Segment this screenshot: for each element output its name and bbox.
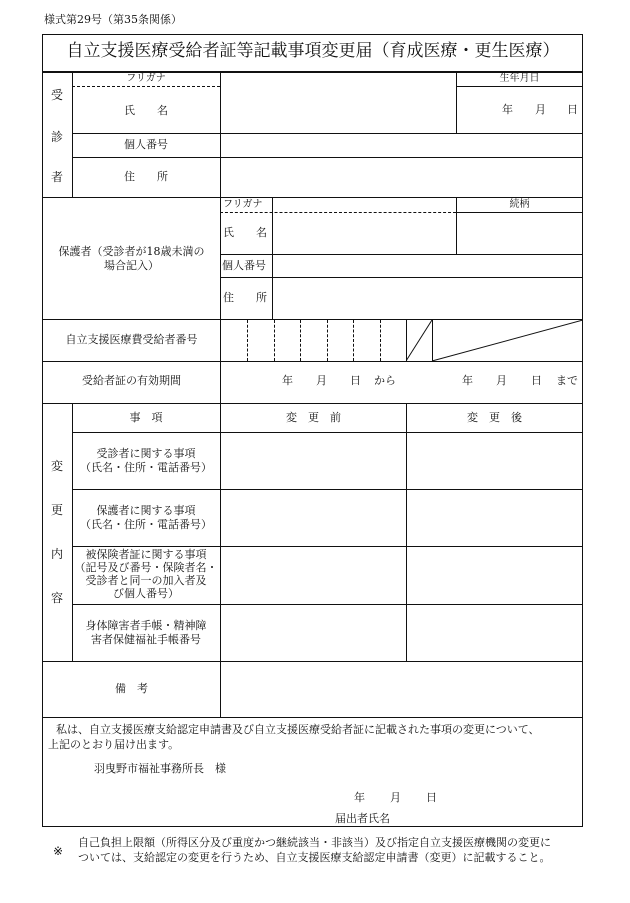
- remarks-field[interactable]: [221, 663, 582, 716]
- changes-side-char-1: 変: [51, 459, 64, 473]
- birth-year-unit: 年: [502, 103, 513, 116]
- patient-furigana-label: フリガナ: [126, 73, 166, 84]
- note-line2: ついては、支給認定の変更を行うため、自立支援医療支給認定申請書（変更）に記載すること。: [78, 851, 551, 864]
- validity-to-month-unit: 月: [496, 374, 507, 387]
- remarks-label: 備 考: [115, 682, 148, 695]
- declaration-month-unit: 月: [390, 791, 401, 804]
- declaration-year-unit: 年: [354, 791, 365, 804]
- changes-side-char-4: 容: [51, 591, 64, 605]
- validity-from-month-unit: 月: [316, 374, 327, 387]
- changes-header-after: 変 更 後: [467, 411, 522, 424]
- change-item-insurance-line2: （記号及び番号・保険者名・: [74, 561, 218, 574]
- guardian-address-field[interactable]: [273, 278, 582, 318]
- patient-name-field[interactable]: [221, 87, 455, 132]
- patient-address-label: 住 所: [124, 170, 168, 183]
- change-disability-before-field[interactable]: [221, 605, 405, 660]
- submitter-name-field[interactable]: [392, 806, 578, 824]
- patient-address-field[interactable]: [221, 158, 582, 196]
- birth-month-unit: 月: [535, 103, 546, 116]
- change-insurance-after-field[interactable]: [407, 547, 582, 603]
- declaration-line2: 上記のとおり届け出ます。: [48, 738, 180, 751]
- patient-individual-number-field[interactable]: [221, 134, 582, 156]
- guardian-relationship-field[interactable]: [457, 213, 582, 253]
- declaration-day-unit: 日: [426, 791, 437, 804]
- validity-to-year-unit: 年: [462, 374, 473, 387]
- guardian-individual-number-label: 個人番号: [222, 259, 266, 272]
- changes-header-before: 変 更 前: [286, 411, 341, 424]
- change-patient-before-field[interactable]: [221, 433, 405, 488]
- change-disability-after-field[interactable]: [407, 605, 582, 660]
- guardian-label-line2: 場合記入）: [104, 259, 159, 272]
- change-guardian-after-field[interactable]: [407, 490, 582, 545]
- changes-side-char-2: 更: [51, 503, 64, 517]
- change-item-patient-line1: 受診者に関する事項: [96, 447, 196, 460]
- validity-from-year-unit: 年: [282, 374, 293, 387]
- patient-side-char-2: 診: [51, 130, 64, 144]
- change-item-insurance-line4: び個人番号）: [113, 587, 179, 600]
- recipient-number-diagonal: [406, 320, 583, 361]
- change-guardian-before-field[interactable]: [221, 490, 405, 545]
- guardian-individual-number-field[interactable]: [273, 255, 582, 276]
- submitter-name-label: 届出者氏名: [335, 812, 390, 825]
- declaration-line1: 私は、自立支援医療支給認定申請書及び自立支援医療受給者証に記載された事項の変更について、: [56, 723, 540, 736]
- changes-header-item: 事 項: [129, 411, 163, 424]
- recipient-number-label: 自立支援医療費受給者番号: [65, 333, 198, 346]
- guardian-name-field[interactable]: [273, 213, 455, 253]
- change-item-disability-line1: 身体障害者手帳・精神障: [85, 619, 207, 632]
- validity-from-day-unit: 日: [350, 374, 361, 387]
- validity-label: 受給者証の有効期間: [82, 374, 181, 387]
- change-item-disability-line2: 害者保健福祉手帳番号: [91, 633, 201, 646]
- patient-individual-number-label: 個人番号: [124, 138, 168, 151]
- note-line1: 自己負担上限額（所得区分及び重度かつ継続該当・非該当）及び指定自立支援医療機関の変更に: [78, 836, 551, 849]
- recipient-number-field[interactable]: [221, 321, 406, 360]
- change-item-insurance-line1: 被保険者証に関する事項: [85, 548, 207, 561]
- change-item-guardian-line1: 保護者に関する事項: [96, 504, 196, 517]
- form-number: 様式第29号（第35条関係）: [44, 13, 182, 26]
- change-patient-after-field[interactable]: [407, 433, 582, 488]
- change-item-patient-line2: （氏名・住所・電話番号）: [80, 461, 212, 474]
- note-mark: ※: [53, 844, 64, 858]
- patient-birthdate-label: 生年月日: [499, 73, 540, 84]
- guardian-name-label: 氏 名: [223, 226, 267, 239]
- patient-side-char-1: 受: [51, 88, 64, 102]
- birth-day-unit: 日: [567, 103, 578, 116]
- guardian-address-label: 住 所: [223, 291, 267, 304]
- patient-side-char-3: 者: [51, 170, 64, 184]
- change-item-guardian-line2: （氏名・住所・電話番号）: [80, 518, 212, 531]
- guardian-relationship-label: 続柄: [509, 199, 530, 210]
- form-title: 自立支援医療受給者証等記載事項変更届（育成医療・更生医療）: [66, 41, 560, 61]
- guardian-furigana-label: フリガナ: [223, 199, 263, 210]
- change-insurance-before-field[interactable]: [221, 547, 405, 603]
- change-item-insurance-line3: 受診者と同一の加入者及: [85, 574, 207, 587]
- validity-to-suffix: まで: [556, 374, 578, 387]
- guardian-label-line1: 保護者（受診者が18歳未満の: [58, 245, 205, 258]
- validity-to-day-unit: 日: [531, 374, 542, 387]
- validity-from-suffix: から: [374, 374, 396, 387]
- addressee: 羽曳野市福祉事務所長 様: [94, 762, 226, 775]
- changes-side-char-3: 内: [51, 547, 64, 561]
- patient-name-label: 氏 名: [124, 104, 168, 117]
